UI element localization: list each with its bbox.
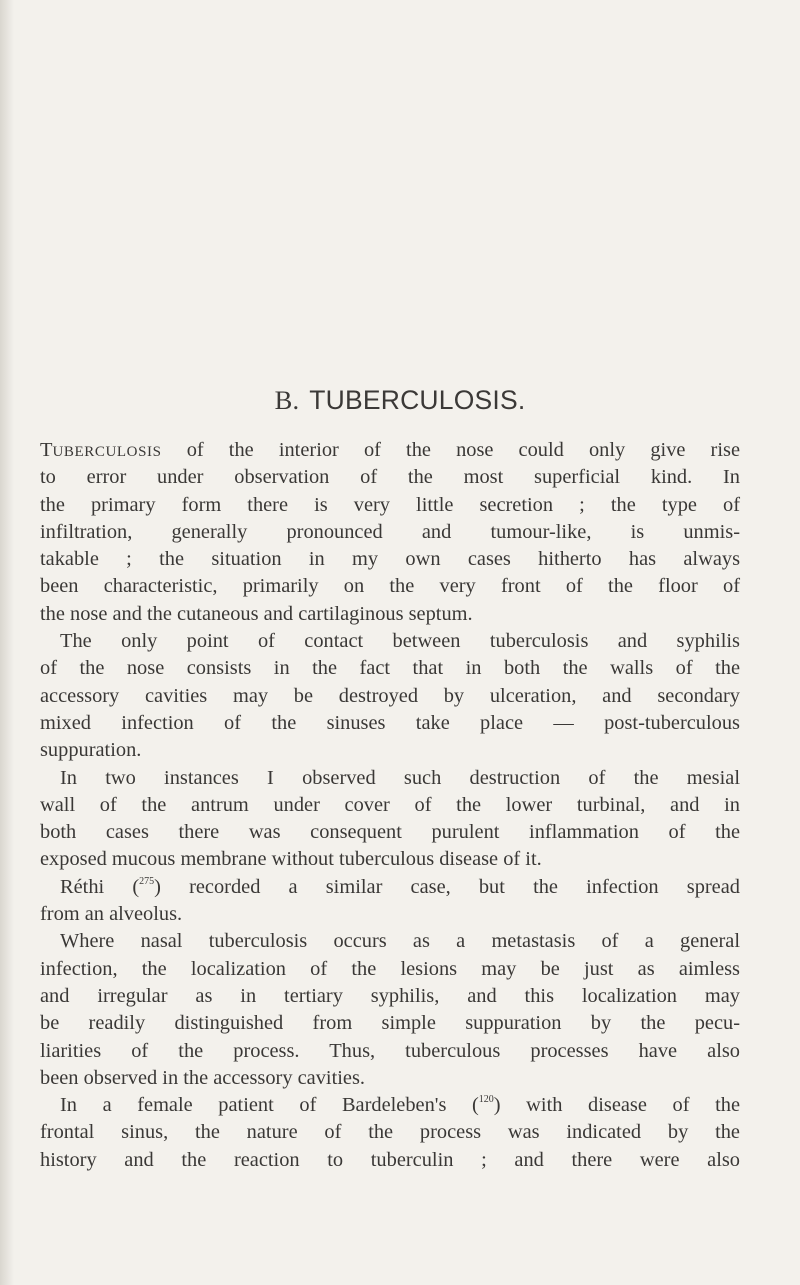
text-line: to error under observation of the most superficial kind. In <box>40 466 740 489</box>
text-line: be readily distinguished from simple suppuration by the pecu- <box>40 1012 740 1035</box>
text-line: liarities of the process. Thus, tuberculous processes have also <box>40 1039 740 1062</box>
text-line: been observed in the accessory cavities. <box>40 1066 365 1089</box>
text-line: history and the reaction to tuberculin ; and there were also <box>40 1148 740 1171</box>
citation-ref: 120 <box>478 1094 494 1106</box>
text-line: frontal sinus, the nature of the process was indicated by the <box>40 1121 740 1144</box>
text-line: In a female patient of Bardeleben's ($^{120}$) with disease of the <box>60 1094 740 1117</box>
text-line: of the nose consists in the fact that in both the walls of the <box>40 657 740 680</box>
text-line: infiltration, generally pronounced and tumour-like, is unmis- <box>40 520 740 543</box>
text-line: the nose and the cutaneous and cartilaginous septum. <box>40 602 473 625</box>
lead-word-initial: T <box>40 439 53 461</box>
lead-word-rest: UBERCULOSIS <box>52 444 162 460</box>
text-line: both cases there was consequent purulent inflammation of the <box>40 821 740 844</box>
text-line: mixed infection of the sinuses take place — post-tuberculous <box>40 711 740 734</box>
text-line: suppuration. <box>40 739 142 762</box>
text-line: The only point of contact between tuberculosis and syphilis <box>60 630 740 653</box>
citation-ref: 275 <box>139 875 155 887</box>
text-line: TUBERCULOSIS of the interior of the nose could only give rise <box>40 439 740 461</box>
section-letter: B. <box>274 385 300 415</box>
text-line: infection, the localization of the lesions may be just as aimless <box>40 957 740 980</box>
text-line: the primary form there is very little secretion ; the type of <box>40 493 740 516</box>
text-line: exposed mucous membrane without tuberculous disease of it. <box>40 848 542 871</box>
text-line: takable ; the situation in my own cases hitherto has always <box>40 548 740 571</box>
page-edge-shadow <box>0 0 14 1285</box>
section-heading <box>0 385 800 416</box>
text-line: Where nasal tuberculosis occurs as a metastasis of a general <box>60 930 740 953</box>
text-line: from an alveolus. <box>40 903 183 926</box>
text-line: Réthi ($^{275}$) recorded a similar case, but the infection spread <box>60 875 740 898</box>
text-line: and irregular as in tertiary syphilis, and this localization may <box>40 984 740 1007</box>
text-line: been characteristic, primarily on the very front of the floor of <box>40 575 740 598</box>
section-title: TUBERCULOSIS. <box>309 385 526 415</box>
text-line: In two instances I observed such destruction of the mesial <box>60 766 740 789</box>
body-text <box>40 437 740 1174</box>
text-line: accessory cavities may be destroyed by ulceration, and secondary <box>40 684 740 707</box>
text-line: wall of the antrum under cover of the lower turbinal, and in <box>40 793 740 816</box>
